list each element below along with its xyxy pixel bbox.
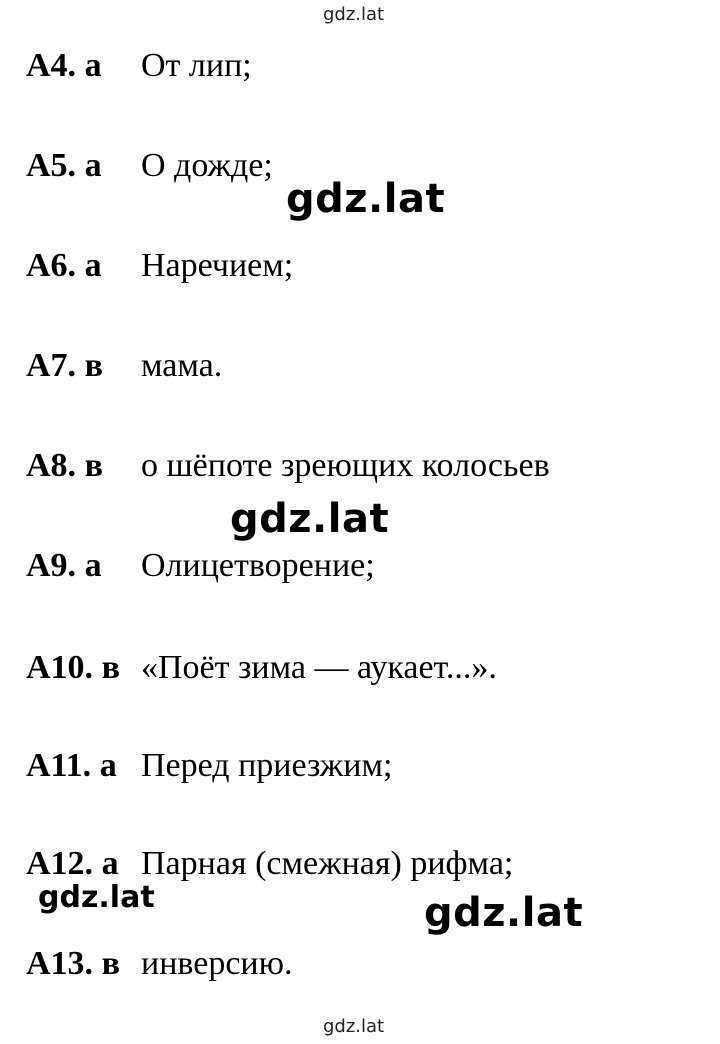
answer-id: А7. <box>26 347 77 384</box>
answer-letter: в <box>101 945 120 982</box>
answer-row <box>26 146 273 186</box>
answer-id: А5. <box>26 147 77 184</box>
answer-text: инверсию. <box>141 945 293 982</box>
answer-letter: а <box>84 547 102 584</box>
answer-text: Перед приезжим; <box>141 747 393 784</box>
watermark: gdz.lat <box>38 880 155 915</box>
watermark-top: gdz.lat <box>323 4 385 25</box>
answer-id: А9. <box>26 547 77 584</box>
answer-row <box>26 746 393 786</box>
answer-id: А6. <box>26 247 77 284</box>
answer-row <box>26 844 514 884</box>
answer-id: А12. <box>26 845 94 882</box>
answer-letter: а <box>84 47 102 84</box>
answer-row <box>26 546 375 586</box>
answer-id: А13. <box>26 945 94 982</box>
answer-letter: а <box>99 747 117 784</box>
watermark: gdz.lat <box>286 176 446 222</box>
answer-text: Олицетворение; <box>141 547 375 584</box>
watermark: gdz.lat <box>230 496 390 542</box>
answer-row <box>26 446 550 486</box>
answer-row <box>26 648 497 688</box>
answer-letter: в <box>84 447 103 484</box>
answer-id: А8. <box>26 447 77 484</box>
answer-letter: а <box>84 147 102 184</box>
answer-id: А4. <box>26 47 77 84</box>
answer-text: мама. <box>141 347 223 384</box>
answer-text: Парная (смежная) рифма; <box>141 845 514 882</box>
answer-row <box>26 944 293 984</box>
answer-letter: а <box>101 845 119 882</box>
answer-letter: в <box>84 347 103 384</box>
answer-text: Наречием; <box>141 247 294 284</box>
answer-text: О дожде; <box>141 147 273 184</box>
watermark-bottom: gdz.lat <box>323 1016 385 1037</box>
answer-text: о шёпоте зреющих колосьев <box>141 447 550 484</box>
answer-text: «Поёт зима — аукает...». <box>141 649 497 686</box>
answer-text: От лип; <box>141 47 252 84</box>
answer-row <box>26 246 294 286</box>
answer-row <box>26 46 252 86</box>
answer-letter: а <box>84 247 102 284</box>
answer-id: А11. <box>26 747 92 784</box>
watermark: gdz.lat <box>424 890 584 936</box>
answer-id: А10. <box>26 649 94 686</box>
answer-letter: в <box>101 649 120 686</box>
answer-row <box>26 346 223 386</box>
